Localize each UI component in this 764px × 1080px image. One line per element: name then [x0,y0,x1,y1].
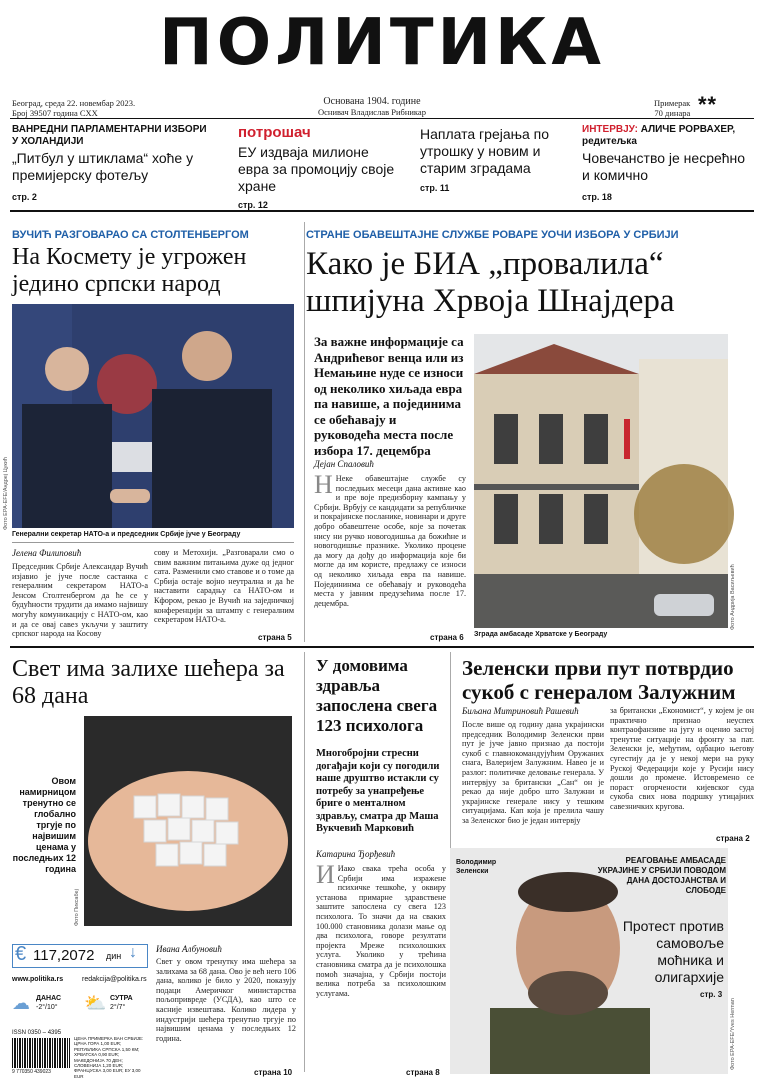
teaser-1-page: стр. 2 [12,192,37,202]
teaser-4-kicker: АЛИЧЕ РОРВАХЕР, редитељка [582,124,736,147]
teaser-4-page: стр. 18 [582,192,612,202]
vucic-page: страна 5 [258,633,292,642]
column-divider-2 [304,652,305,1072]
sugar-byline: Ивана Албуновић [156,944,222,954]
euro-rate-box [12,944,148,968]
bia-caption: Зграда амбасаде Хрватске у Београду [474,631,608,638]
sugar-page: страна 10 [254,1068,293,1077]
email-link[interactable]: redakcija@politika.rs [82,976,147,983]
bia-kicker: СТРАНЕ ОБАВЕШТАЈНЕ СЛУЖБЕ РОВАРЕ УОЧИ ИЗБОРА У СРБИЈИ [306,229,679,241]
teaser-2-kicker: потрошач [238,124,311,141]
teaser-4-kicker-wrap [582,124,752,148]
bia-lead: За важне информације са Андрићевог венца или из Немањине нуде се износи од неколико хиљада евра па навише, а појединима се обећавају и руководећа места после избора 17. децембра [314,334,464,458]
edition-stars: ** [698,92,718,117]
teaser-3-title: Наплата грејања по утрошку у новим и старим зградама [420,126,550,176]
euro-rate-value: 117,2072 [33,947,95,964]
vucic-photo-credit: Фото EPA-EFE/Андреј Цукић [3,457,9,530]
ukraine-embassy-title[interactable]: Протест против самовоље моћника и олигархије [622,918,724,985]
foreign-prices: ЦЕНА ПРИМЕРКА ВАН СРБИЈЕ: ЦРНА ГОРА 1,00 EUR; РЕПУБЛИКА СРПСКА 1,50 КМ; ХРВАТСКА 0,90 EUR; МАКЕДОНИЈА 70 ДЕН; СЛОВЕНИЈА 1,20 EUR; ФРАНЦУСКА 3,00 EUR; ЕУ 3,00 EUR [74,1036,144,1079]
founded-2: Оснивач Владислав Рибникар [318,107,426,117]
masthead-title: ПОЛИТИКА [159,6,605,80]
zelensky-headline[interactable]: Зеленски први пут потврдио сукоб с генералом Залужним [462,656,736,704]
bia-byline: Дејан Спаловић [314,459,374,469]
sugar-photo-credit: Фото Пиксабеј [74,889,80,926]
teaser-1-title: „Питбул у штиклама“ хоће у премијерску фотељу [12,150,194,183]
date-line [12,98,135,118]
zelensky-col2: за британски „Економист“, у којем је он практично признао неуспех контраофанзиве на југу и оценио застој тренутне ситуације на фронту за пат. Зеленски је, међутим, одбацио његову сугестију да је у некој мери на руку Руској Федерацији које у Русији нису дошли до промене. Истовремено се пораст огорчености кијевског суда сукоба свих нова подршку утицајних савезничких кругова. [610,706,754,811]
price-line [654,98,690,118]
zelensky-photo-credit: Фото EPA-EFE/Yves Herman [730,998,736,1070]
embassy-building-illustration [474,334,728,628]
site-link[interactable]: www.politika.rs [12,976,64,983]
health-headline[interactable]: У домовима здравља запослена свега 123 психолога [316,656,438,735]
column-divider [304,222,305,642]
vucic-photo-illustration [12,304,294,528]
health-byline: Катарина Ђорђевић [316,849,396,859]
bia-photo [474,334,728,628]
vucic-photo [12,304,294,528]
today-temp: -2°/10° [36,1004,58,1011]
bia-headline[interactable]: Како је БИА „провалила“ шпијуна Хрвоја Шнајдера [306,246,675,319]
teaser-1-kicker: ВАНРЕДНИ ПАРЛАМЕНТАРНИ ИЗБОРИ У ХОЛАНДИЈИ [12,124,207,147]
zelensky-photo-name: Володимир Зеленски [456,859,497,875]
price-1: Примерак [654,98,691,108]
teaser-2-title: ЕУ издваја милионе евра за промоцију своје хране [238,144,395,194]
today-label: ДАНАС [36,995,62,1002]
ukraine-embassy-kicker: РЕАГОВАЊЕ АМБАСАДЕ УКРАЈИНЕ У СРБИЈИ ПОВОДОМ ДАНА ДОСТОЈАНСТВА И СЛОБОДЕ [597,856,726,895]
issn: ISSN 0350 – 4395 [12,1030,62,1036]
arrow-down-icon: ↓ [129,944,137,961]
bia-page: страна 6 [430,633,464,642]
bia-body-text: Неке обавештајне службе су последњих месеци дана активне као и пре воје предизборну кампању у Србији. Врбују се кандидати за републичке и покрајинске посланике, новинари и друге добро обавештене особе, које за почетак нису ни ручко новогодишња да божићне и новогодишње празнике. Уколико процене да могу да дођу до информација које би могле да им користе, предлажу се износи од неколико хиљада евра па навише. Поједининма се обећавају и руководећа места у јавним предузећима после 17. децембра. [314,474,466,608]
teaser-3-page: стр. 11 [420,183,450,193]
vucic-byline: Јелена Филиповић [12,548,82,558]
cloud-sun-icon: ☁ [12,993,30,1013]
zelensky-col1: После више од годину дана украјински председник Володимир Зеленски први пут је јуче јавно признао да постоји сукоб с главнокомандујућим Оружаних снага, Валеријем Залужним. Навео је и разлог: политичке деловање генерала. У интервјуу за британски „Сан“ он је рекао да није добро што Залужни и украјинске генерале нису у тешким ситуацијама. Кап која је прелила чашу за Зеленског био је један интервју [462,720,604,825]
tomorrow-label: СУТРА [110,995,133,1002]
teaser-4-kicker-red: ИНТЕРВЈУ: [582,124,638,135]
price-2: 70 динара [654,108,691,118]
euro-icon: € [15,943,27,965]
founded-line [318,97,426,117]
zelensky-byline: Биљана Митриновић Рашевић [462,706,579,716]
sugar-cubes-illustration [84,716,292,926]
sugar-headline[interactable]: Свет има залихе шећера за 68 дана [12,656,285,709]
health-page: страна 8 [406,1068,440,1077]
masthead-rule [10,118,754,119]
teaser-1[interactable] [12,124,212,202]
euro-rate-unit: дин [106,951,122,961]
bia-photo-credit: Фото Андрија Васиљевић [730,564,736,630]
vucic-col1: Председник Србије Александар Вучић изјавио је јуче после састанка с генералним секретаром НАТО-а Јенсом Столтенбергом да ће се у будућности трудити да имамо највишу могућу комуникацију с НАТО-ом, као и да се овај савез укључи у заштиту српског народа на Косову [12,562,148,639]
health-body [316,860,446,1070]
teaser-4[interactable] [582,124,752,202]
health-dropcap: И [316,860,335,889]
barcode [12,1038,70,1068]
teaser-2-page: стр. 12 [238,200,268,210]
sugar-body: Свет у овом тренутку има шећера за залихама за 68 дана. Ово је већ него 106 дана, колико је било у 2020, показују подаци Америчког министарства пољопривреде (УСДА), као што се касније извештава. Колико лидера у индустрији шећера тренутно тргује по највишим ценама у последњих 12 година. [156,957,296,1043]
barcode-digits: 9 770350 439023 [12,1069,51,1075]
vucic-col2: сову и Метохији. „Разговарали смо о свим важним питањима дуже од једног сата. Разменили смо ставове и о томе да Србија остаје војно неутрална и да ће наставити сарадњу са НАТО-ом и Кфором, рекао је Вучић на заједничкој конференцији за штампу с генералним секретаром НАТО-а. [154,548,294,625]
bia-body [314,470,466,634]
ukraine-embassy-page: стр. 3 [700,990,723,999]
sugar-photo-caption: Овом намирницом тренутно се глобално тргује по највишим ценама у последњих 12 година [12,776,76,874]
teaser-rule [10,210,754,212]
bia-dropcap: Н [314,470,333,499]
vucic-caption: Генерални секретар НАТО-а и председник Србије јуче у Београду [12,531,241,538]
vucic-caption-rule [12,542,294,543]
date-line-1: Београд, среда 22. новембар 2023. [12,98,136,108]
teaser-2[interactable] [238,124,398,210]
sugar-photo [84,716,292,926]
founded-1: Основана 1904. године [323,96,421,107]
vucic-headline[interactable]: На Космету је угрожен једино српски народ [12,244,247,297]
zelensky-page: страна 2 [716,834,750,843]
cloud-sun-icon-2: ⛅ [84,993,107,1013]
date-line-2: Број 39507 година CXX [12,108,98,118]
teaser-3[interactable] [420,126,560,193]
health-lead: Многобројни стресни догађаји који су погодили наше друштво истакли су потребу за унапређење бриге о менталном здрављу, сматра др Маша Вукчевић Марковић [316,748,440,834]
mid-rule [10,646,754,648]
health-body-text: Иако свака трећа особа у Србији има изражене психичке тешкоће, у оквиру установа примарне здравствене заштите запослена су свега 123 психолога. То значи да на сваких 100.000 становника долази мање од два психолога, говоре резултати пројекта Мреже психолошких услуга. Уколико у трећина становника сматра да је психолошка помоћ значајна, у Србији постоји велика потреба за психолошким услугама. [316,864,446,998]
tomorrow-temp: 2°/7° [110,1004,126,1011]
teaser-4-title: Човечанство је несрећно и комично [582,150,746,183]
vucic-kicker: ВУЧИЋ РАЗГОВАРАО СА СТОЛТЕНБЕРГОМ [12,229,249,241]
